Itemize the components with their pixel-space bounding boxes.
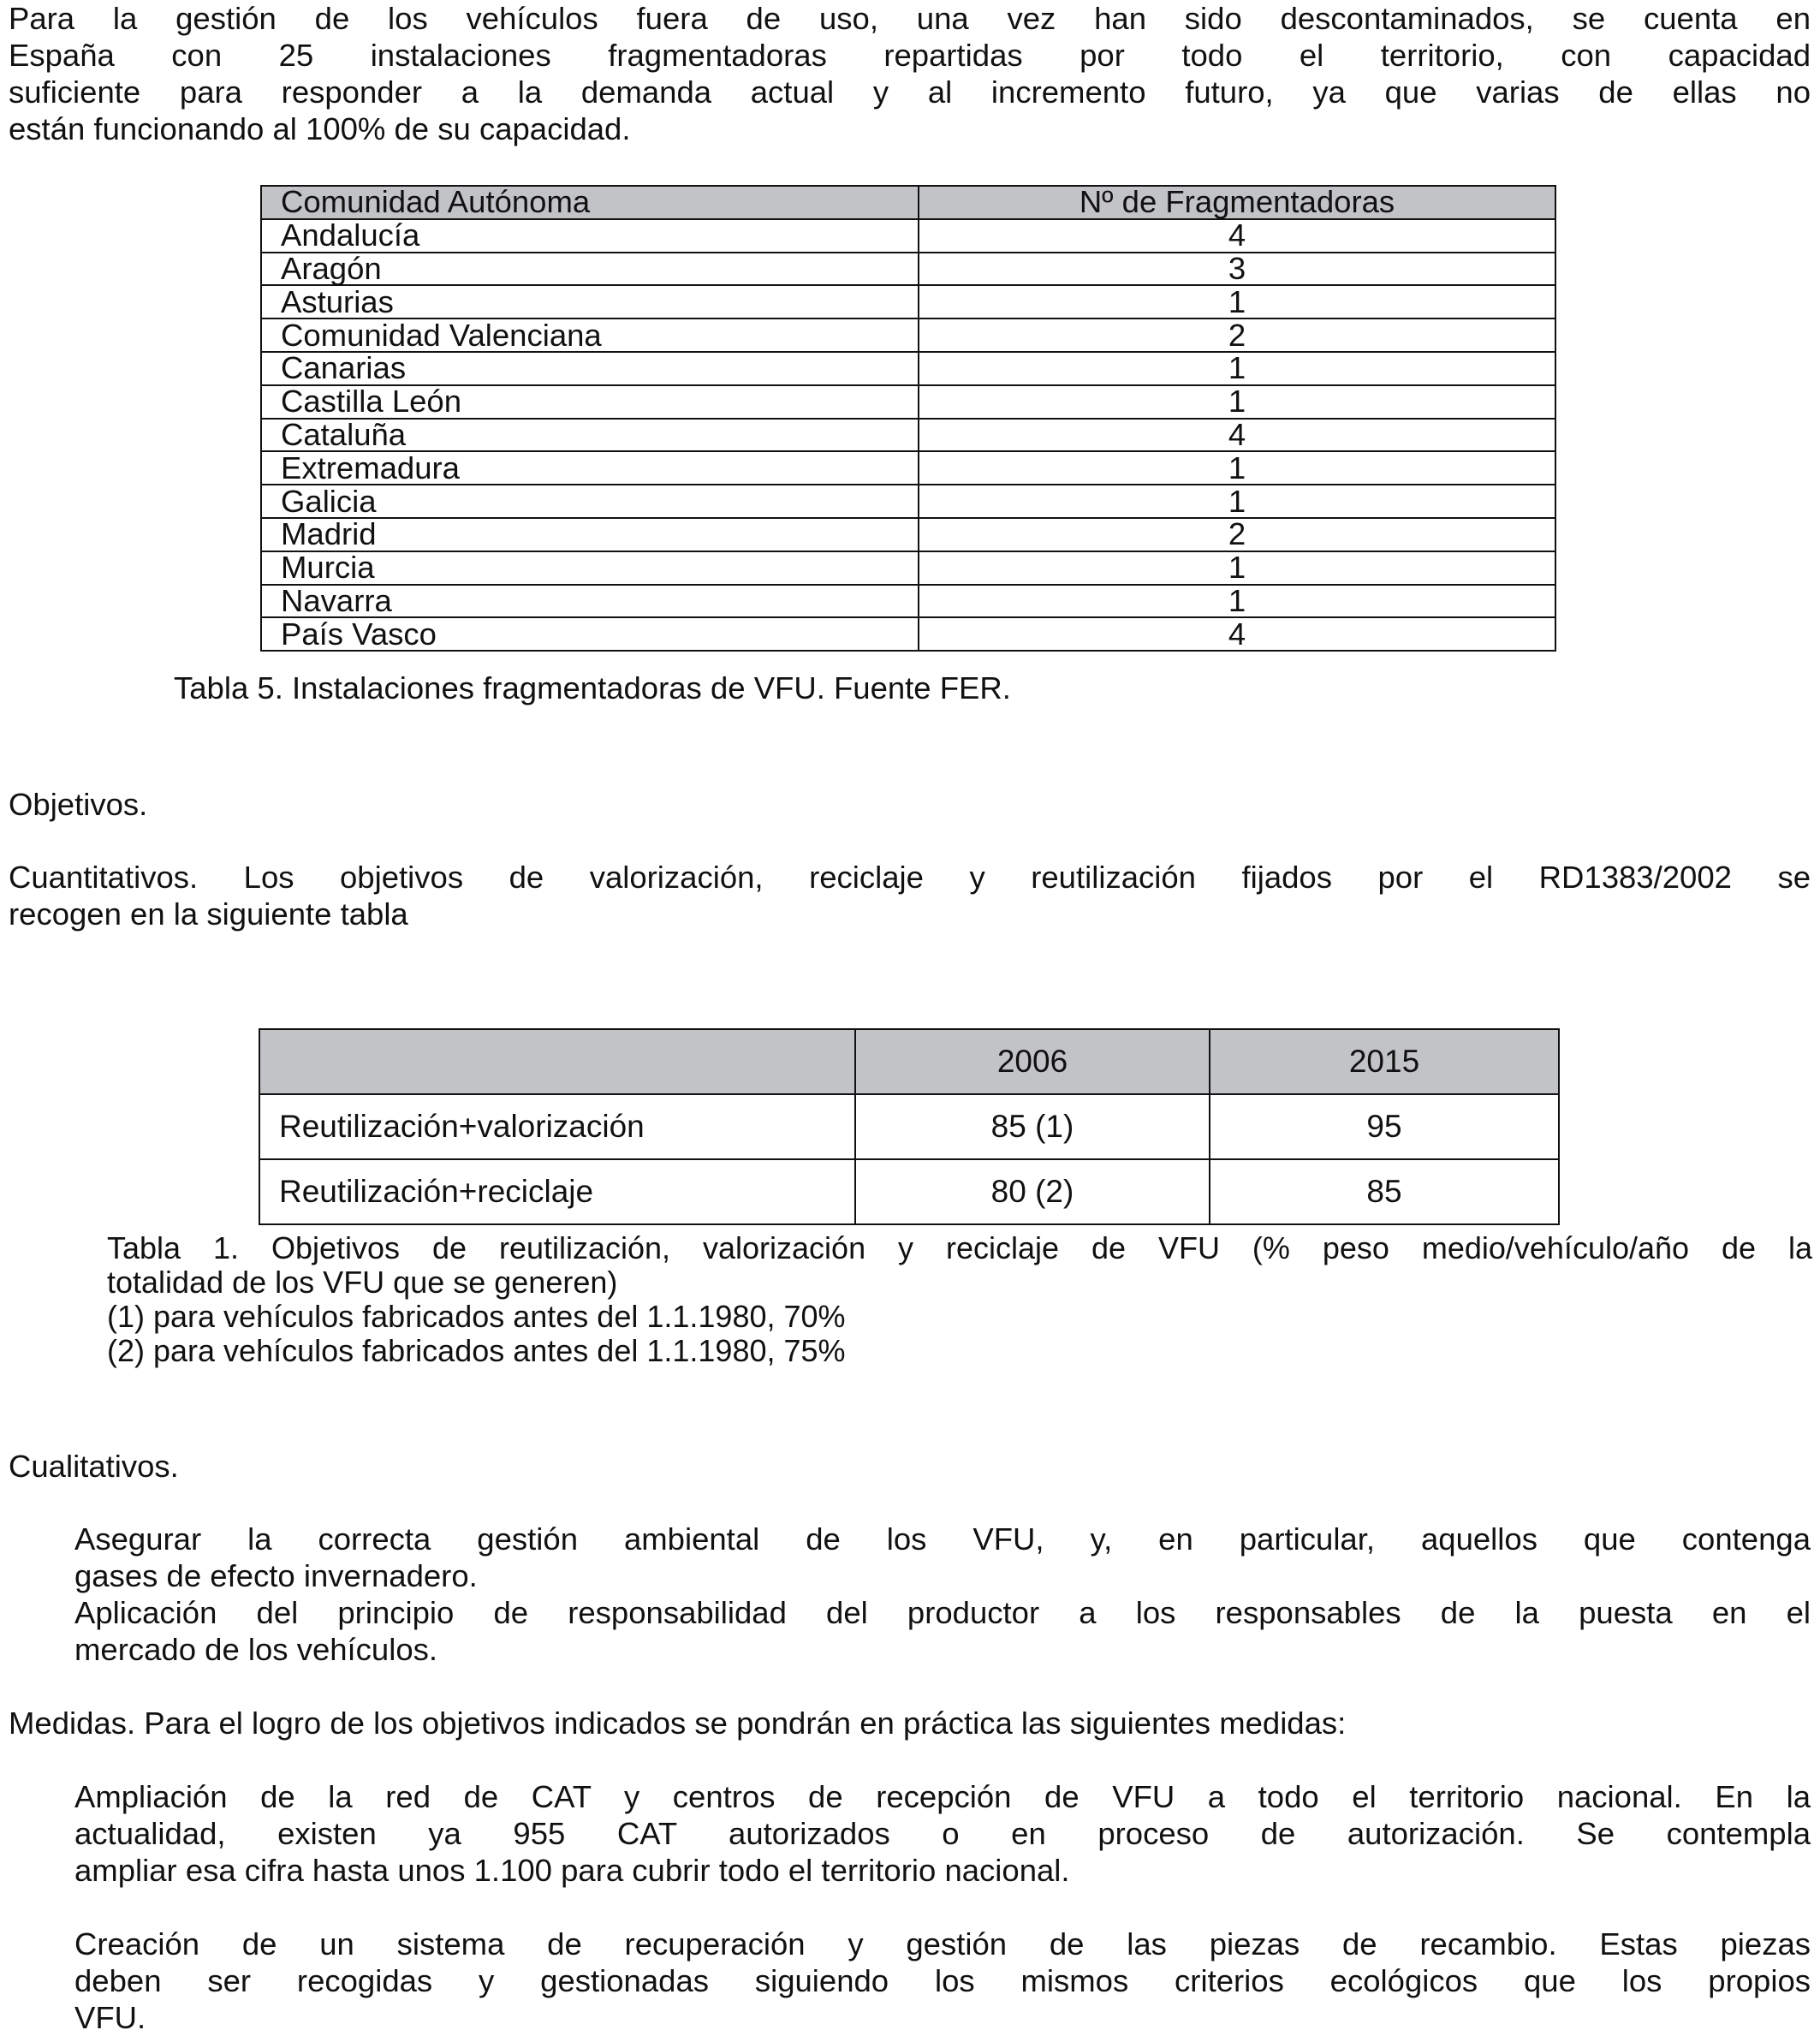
cell-count: 4 (919, 617, 1555, 651)
medidas-line: deben ser recogidas y gestionadas siguiendo los mismos criterios ecológicos que los propios (74, 1963, 1811, 1998)
cell-count: 2 (919, 518, 1555, 551)
medidas-line: ampliar esa cifra hasta unos 1.100 para cubrir todo el territorio nacional. (74, 1853, 1070, 1888)
cualitativos-line: mercado de los vehículos. (74, 1632, 438, 1667)
table-row (261, 219, 1555, 253)
table-row (259, 1094, 1559, 1159)
intro-line: suficiente para responder a la demanda actual y al incremento futuro, ya que varias de ellas no (9, 74, 1811, 110)
cell-comunidad: Asturias (261, 285, 919, 318)
cell-count: 4 (919, 219, 1555, 253)
medidas-line: Creación de un sistema de recuperación y gestión de las piezas de recambio. Estas piezas (74, 1926, 1811, 1962)
cell-count: 1 (919, 352, 1555, 385)
cell-objetivo: Reutilización+valorización (259, 1094, 855, 1159)
table1-caption-line: Tabla 1. Objetivos de reutilización, valorización y reciclaje de VFU (% peso medio/vehículo/año de la (107, 1230, 1812, 1265)
intro-line: España con 25 instalaciones fragmentadoras repartidas por todo el territorio, con capacidad (9, 38, 1811, 73)
table-row (261, 318, 1555, 352)
cell-count: 1 (919, 285, 1555, 318)
cuantitativos-line: Cuantitativos. Los objetivos de valorización, reciclaje y reutilización fijados por el RD1383/2002 se (9, 860, 1811, 895)
objetivos-heading: Objetivos. (9, 787, 148, 822)
cualitativos-line: Aplicación del principio de responsabilidad del productor a los responsables de la puesta en el (74, 1595, 1811, 1630)
table-row (261, 253, 1555, 286)
cualitativos-line: gases de efecto invernadero. (74, 1558, 478, 1593)
medidas-line: VFU. (74, 2000, 146, 2035)
cell-count: 3 (919, 253, 1555, 286)
cell-objetivo: Reutilización+reciclaje (259, 1159, 855, 1224)
cell-comunidad: Navarra (261, 585, 919, 618)
cell-comunidad: Cataluña (261, 419, 919, 452)
header-2015: 2015 (1210, 1029, 1559, 1094)
table-row (261, 617, 1555, 651)
cell-2015: 85 (1210, 1159, 1559, 1224)
table-row (261, 585, 1555, 618)
table-row (261, 352, 1555, 385)
table-row (261, 485, 1555, 518)
table1-caption-line: totalidad de los VFU que se generen) (107, 1265, 618, 1300)
table1-note: (2) para vehículos fabricados antes del 1.1.1980, 75% (107, 1333, 846, 1368)
medidas-item-1 (74, 1778, 1811, 1889)
cell-comunidad: Canarias (261, 352, 919, 385)
table1-caption (107, 1231, 1812, 1368)
cell-comunidad: Madrid (261, 518, 919, 551)
cell-comunidad: Galicia (261, 485, 919, 518)
cualitativos-heading: Cualitativos. (9, 1449, 179, 1484)
intro-line: Para la gestión de los vehículos fuera de uso, una vez han sido descontaminados, se cuenta en (9, 1, 1811, 36)
cell-count: 1 (919, 385, 1555, 419)
cell-count: 1 (919, 551, 1555, 585)
table-row (261, 385, 1555, 419)
cell-2015: 95 (1210, 1094, 1559, 1159)
medidas-line: actualidad, existen ya 955 CAT autorizados o en proceso de autorización. Se contempla (74, 1816, 1811, 1851)
cell-2006: 80 (2) (855, 1159, 1210, 1224)
table-header-row (259, 1029, 1559, 1094)
table-row (261, 551, 1555, 585)
header-empty (259, 1029, 855, 1094)
cell-comunidad: Comunidad Valenciana (261, 318, 919, 352)
header-comunidad: Comunidad Autónoma (261, 186, 919, 219)
cell-count: 4 (919, 419, 1555, 452)
table-row (261, 285, 1555, 318)
medidas-item-2 (74, 1926, 1811, 2036)
cell-count: 2 (919, 318, 1555, 352)
table-row (259, 1159, 1559, 1224)
cualitativos-item-1 (74, 1521, 1811, 1594)
cell-comunidad: Castilla León (261, 385, 919, 419)
table5-caption: Tabla 5. Instalaciones fragmentadoras de VFU. Fuente FER. (174, 670, 1011, 705)
table-header-row (261, 186, 1555, 219)
cuantitativos-line: recogen en la siguiente tabla (9, 896, 408, 932)
cell-count: 1 (919, 451, 1555, 485)
header-2006: 2006 (855, 1029, 1210, 1094)
table-row (261, 451, 1555, 485)
cell-comunidad: País Vasco (261, 617, 919, 651)
cell-comunidad: Extremadura (261, 451, 919, 485)
table-row (261, 419, 1555, 452)
cell-comunidad: Aragón (261, 253, 919, 286)
cell-comunidad: Murcia (261, 551, 919, 585)
cualitativos-item-2 (74, 1594, 1811, 1668)
objetivos-table (259, 1028, 1560, 1225)
medidas-line: Ampliación de la red de CAT y centros de recepción de VFU a todo el territorio nacional. En la (74, 1779, 1811, 1814)
fragmentadoras-table (260, 185, 1556, 652)
medidas-intro: Medidas. Para el logro de los objetivos indicados se pondrán en práctica las siguientes medidas: (9, 1706, 1347, 1741)
cell-count: 1 (919, 585, 1555, 618)
intro-line: están funcionando al 100% de su capacidad. (9, 111, 631, 146)
table1-note: (1) para vehículos fabricados antes del 1.1.1980, 70% (107, 1299, 846, 1334)
header-fragmentadoras: Nº de Fragmentadoras (919, 186, 1555, 219)
cuantitativos-paragraph (9, 859, 1811, 932)
cualitativos-line: Asegurar la correcta gestión ambiental de los VFU, y, en particular, aquellos que contenga (74, 1521, 1811, 1557)
intro-paragraph (9, 0, 1811, 147)
cell-2006: 85 (1) (855, 1094, 1210, 1159)
cell-comunidad: Andalucía (261, 219, 919, 253)
table-row (261, 518, 1555, 551)
cell-count: 1 (919, 485, 1555, 518)
